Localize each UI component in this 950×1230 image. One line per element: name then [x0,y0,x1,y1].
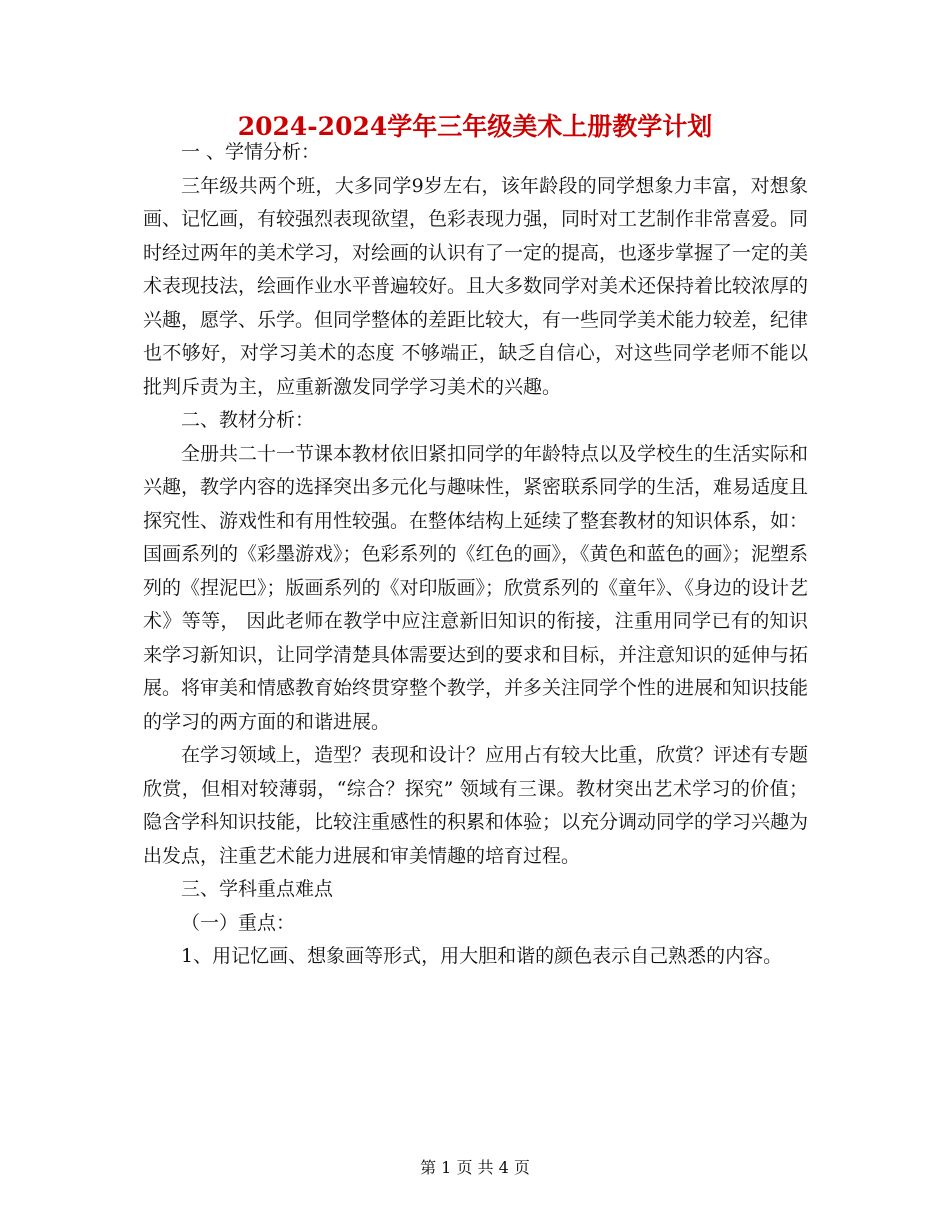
paragraph-learning-analysis: 三年级共两个班，大多同学9岁左右，该年龄段的同学想象力丰富，对想象画、记忆画，有较强烈表现欲望，色彩表现力强，同时对工艺制作非常喜爱。同时经过两年的美术学习，对绘画的认识有了一定的提高，也逐步掌握了一定的美术表现技法，绘画作业水平普遍较好。且大多数同学对美术还保持着比较浓厚的兴趣，愿学、乐学。但同学整体的差距比较大，有一些同学美术能力较差，纪律也不够好，对学习美术的态度 不够端正，缺乏自信心，对这些同学老师不能以批判斥责为主，应重新激发同学学习美术的兴趣。 [143,174,809,398]
section-heading-textbook-analysis: 二、教材分析： [181,409,315,431]
document-title: 2024-2024学年三年级美术上册教学计划 [237,112,713,141]
subheading-key-points: （一）重点： [181,911,296,934]
paragraph-textbook-analysis-2: 在学习领域上，造型？表现和设计？应用占有较大比重，欣赏？评述有专题欣赏，但相对较薄弱，“综合？探究” 领域有三课。教材突出艺术学习的价值；隐含学科知识技能，比较注重感性的积累和体验；以充分调动同学的学习兴趣为出发点，注重艺术能力进展和审美情趣的培育过程。 [143,744,809,867]
page-footer: 第 1 页 共 4 页 [420,1158,530,1177]
section-heading-learning-analysis: 一 、学情分析： [181,141,321,163]
section-heading-key-points: 三、学科重点难点 [181,878,334,900]
paragraph-textbook-analysis-1: 全册共二十一节课本教材依旧紧扣同学的年龄特点以及学校生的生活实际和兴趣，教学内容的选择突出多元化与趣味性，紧密联系同学的生活，难易适度且探究性、游戏性和有用性较强。在整体结构上延续了整套教材的知识体系，如：国画系列的《彩墨游戏》；色彩系列的《红色的画》，《黄色和蓝色的画》；泥塑系列的《捏泥巴》；版画系列的《对印版画》；欣赏系列的《童年》、《身边的设计艺术》等等， 因此老师在教学中应注意新旧知识的衔接，注重用同学已有的知识来学习新知识，让同学清楚具体需要达到的要求和目标，并注意知识的延伸与拓展。将审美和情感教育始终贯穿整个教学，并多关注同学个性的进展和知识技能的学习的两方面的和谐进展。 [143,442,809,733]
list-item-key-point-1: 1、用记忆画、想象画等形式，用大胆和谐的颜色表示自己熟悉的内容。 [181,945,783,967]
document-body [143,136,808,974]
